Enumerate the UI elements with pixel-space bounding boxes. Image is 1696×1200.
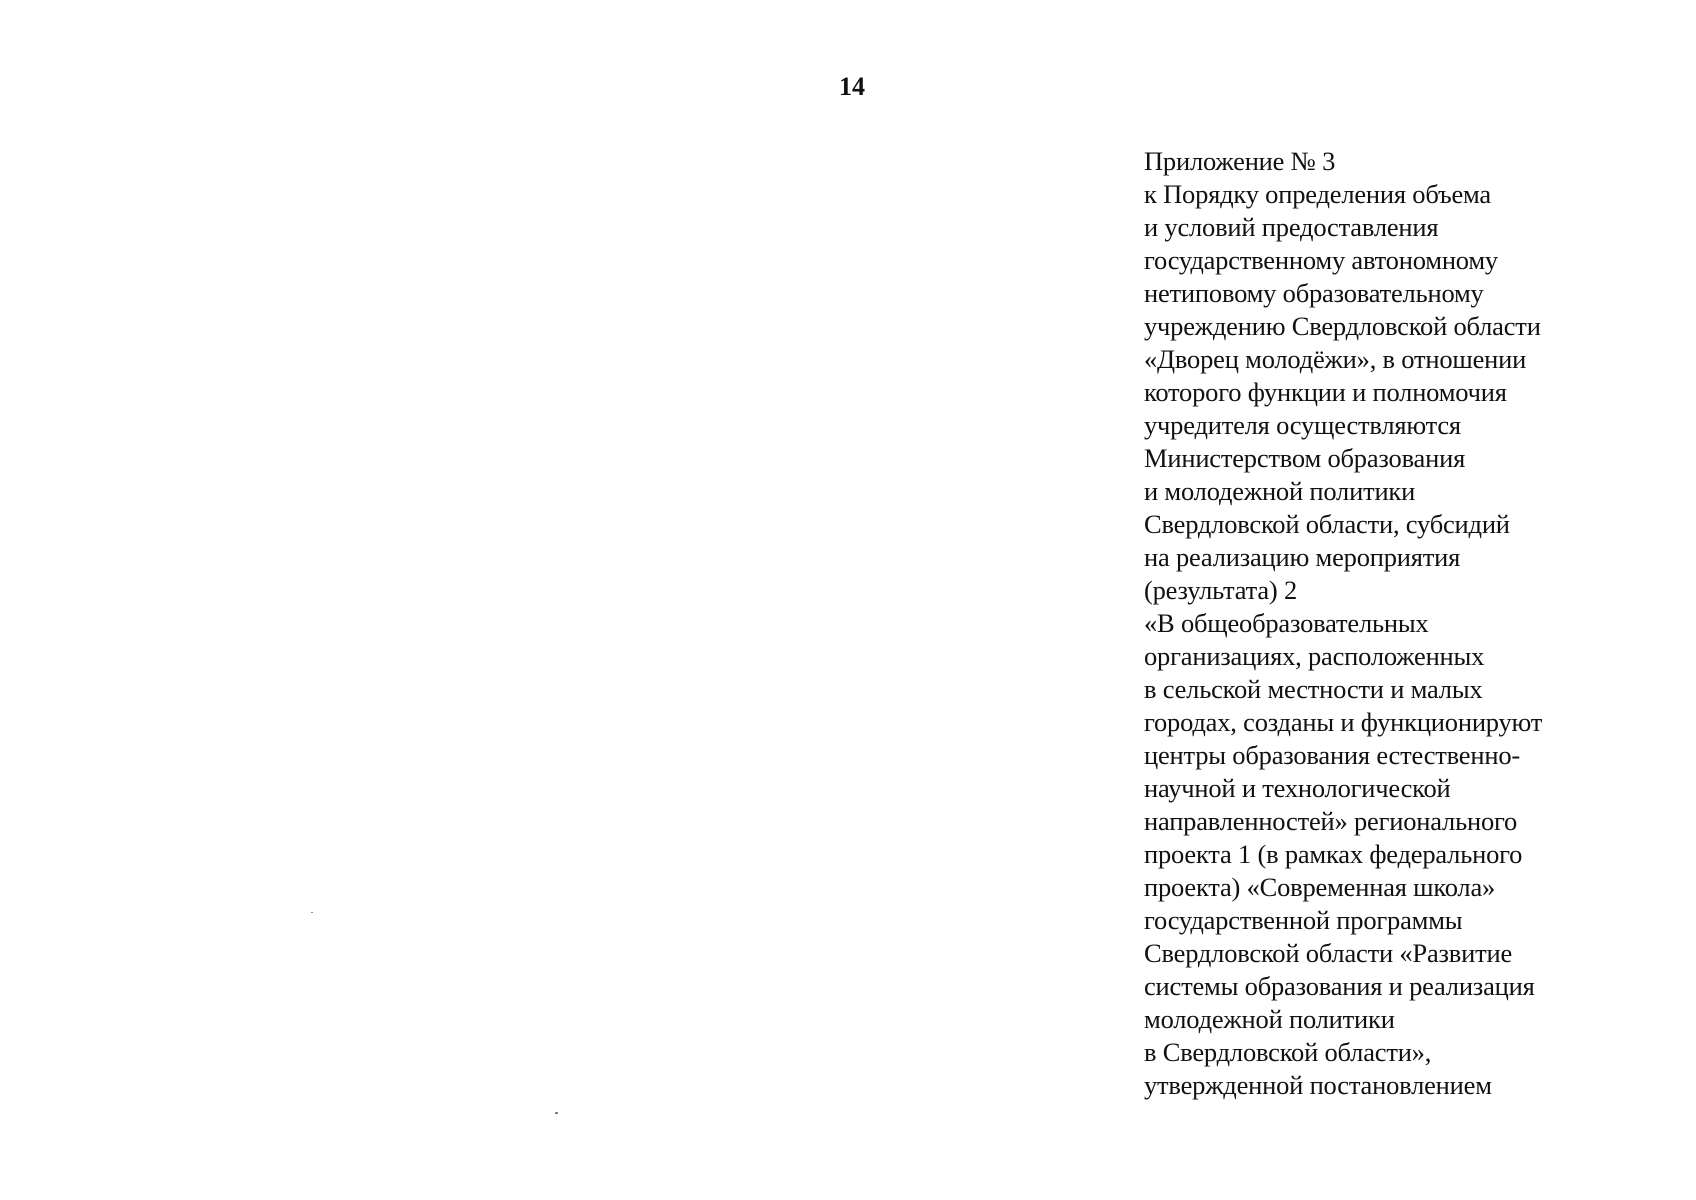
appendix-line: на реализацию мероприятия <box>1144 542 1461 572</box>
scan-speck <box>311 912 313 913</box>
appendix-line: государственному автономному <box>1144 245 1498 275</box>
appendix-line: проекта) «Современная школа» <box>1144 872 1496 902</box>
appendix-line: Министерством образования <box>1144 443 1466 473</box>
appendix-line: учреждению Свердловской области <box>1144 311 1541 341</box>
appendix-line: Свердловской области «Развитие <box>1144 938 1513 968</box>
appendix-line: в сельской местности и малых <box>1144 674 1483 704</box>
page-number <box>0 72 1696 102</box>
appendix-line: направленностей» регионального <box>1144 806 1518 836</box>
appendix-line: (результата) 2 <box>1144 575 1298 605</box>
scan-speck <box>555 1112 558 1114</box>
appendix-line: нетиповому образовательному <box>1144 278 1484 308</box>
appendix-line: учредителя осуществляются <box>1144 410 1461 440</box>
appendix-line: «Дворец молодёжи», в отношении <box>1144 344 1527 374</box>
appendix-line: которого функции и полномочия <box>1144 377 1507 407</box>
appendix-line: государственной программы <box>1144 905 1463 935</box>
appendix-line: городах, созданы и функционируют <box>1144 707 1543 737</box>
appendix-line: Приложение № 3 <box>1144 146 1336 176</box>
appendix-line: и молодежной политики <box>1144 476 1416 506</box>
appendix-line: научной и технологической <box>1144 773 1451 803</box>
appendix-line: «В общеобразовательных <box>1144 608 1429 638</box>
appendix-line: системы образования и реализация <box>1144 971 1535 1001</box>
appendix-line: и условий предоставления <box>1144 212 1439 242</box>
appendix-line: в Свердловской области», <box>1144 1037 1432 1067</box>
appendix-line: молодежной политики <box>1144 1004 1395 1034</box>
appendix-line: утвержденной постановлением <box>1144 1070 1492 1100</box>
appendix-header <box>1144 145 1664 1102</box>
appendix-line: организациях, расположенных <box>1144 641 1485 671</box>
page-number-text: 14 <box>839 72 865 101</box>
appendix-line: центры образования естественно- <box>1144 740 1521 770</box>
appendix-line: к Порядку определения объема <box>1144 179 1491 209</box>
appendix-line: Свердловской области, субсидий <box>1144 509 1510 539</box>
appendix-line: проекта 1 (в рамках федерального <box>1144 839 1523 869</box>
